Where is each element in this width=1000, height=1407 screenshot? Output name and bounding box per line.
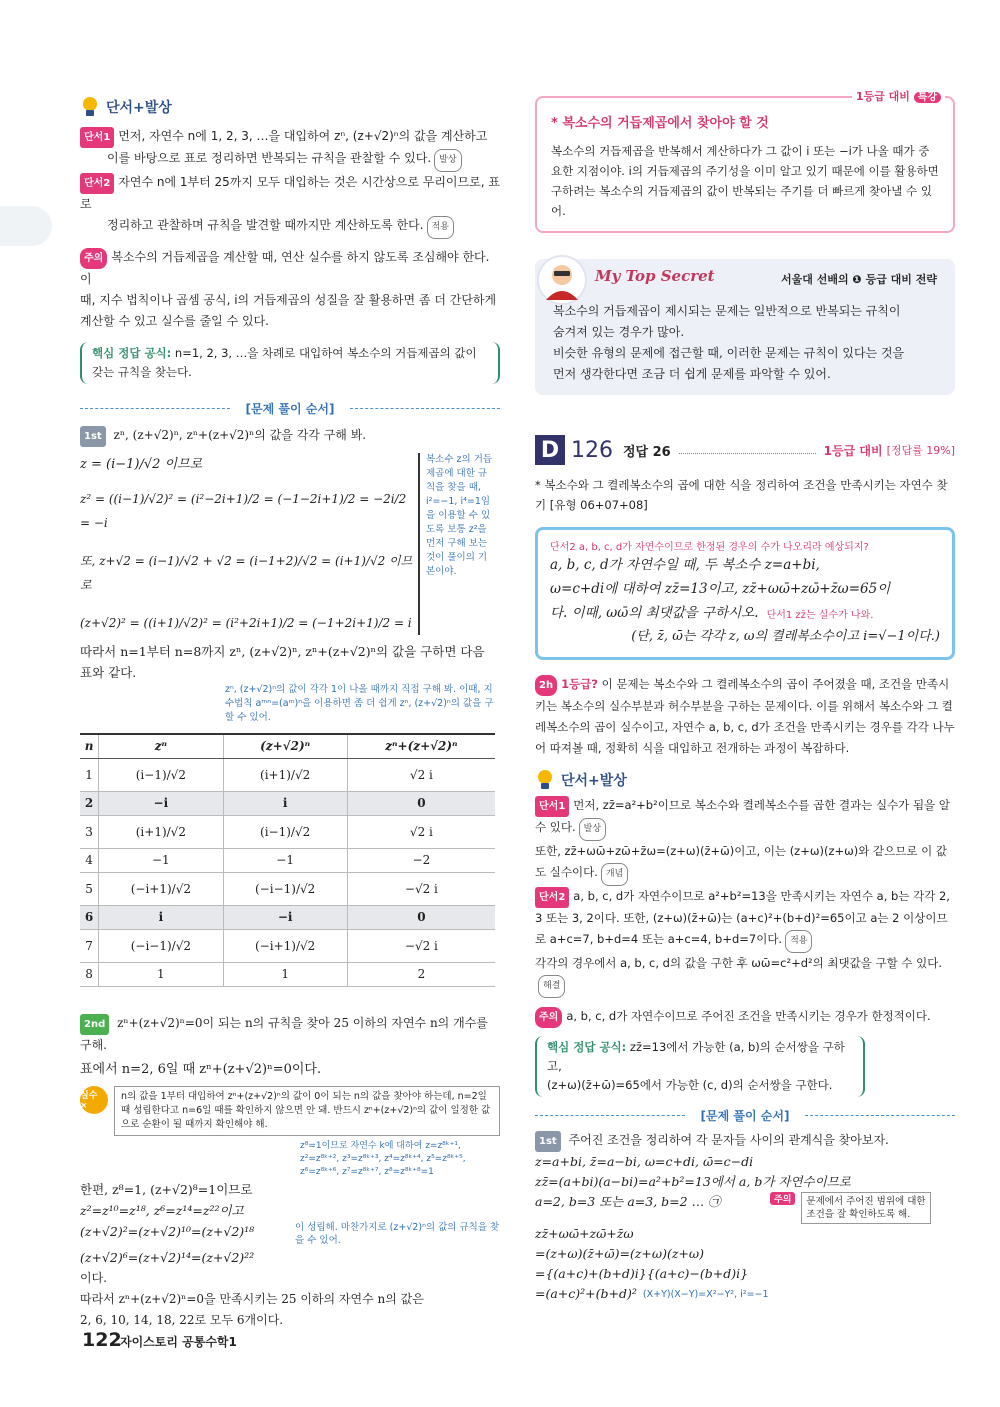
problem-desc: * 복소수와 그 켤레복소수의 곱에 대한 식을 정리하여 조건을 만족시키는 자연수 찾기 [유형 06+07+08] (535, 478, 948, 512)
table-cell: (i−1)/√2 (223, 815, 347, 848)
r-caution (535, 1006, 955, 1028)
side-note: 복소수 z의 거듭제곱에 대한 규칙을 찾을 때, i²=−1, i⁴=1임을 이용할 수 있도록 보통 z²을 먼저 구해 보는 것이 풀이의 기본이야. (418, 453, 496, 635)
r-eq1: z=a+bi, z̄=a−bi, ω=c+di, ω̄=c−di (535, 1154, 754, 1169)
step2-result: 표에서 n=2, 6일 때 zⁿ+(z+√2)ⁿ=0이다. (80, 1061, 322, 1077)
answer: 정답 26 (623, 444, 671, 460)
eq1: z = (i−1)/√2 이므로 (80, 457, 203, 472)
problem-header (535, 435, 955, 465)
mistake-tip-badge: 실수 × (80, 1086, 108, 1114)
r-caution-badge: 주의 (535, 1007, 562, 1028)
r-step1-text: 주어진 조건을 정리하여 각 문자들 사이의 관계식을 찾아보자. (568, 1133, 889, 1147)
r-step1-badge: 1st (535, 1131, 561, 1152)
core-label: 핵심 정답 공식: (92, 346, 172, 360)
page-number: 122 (82, 1329, 122, 1351)
table-row (80, 848, 495, 872)
why-text: 이 문제는 복소수와 그 켤레복소수의 곱이 주어졌을 때, 조건을 만족시키는 복소수의 실수부분과 허수부분을 구하는 문제이다. 이를 위해서 복소수와 그 켤레복소수의 곱이 실수이고, 자연수 a, b, c, d가 조건을 만족시키는 경우를 각각 나누어 따져볼 때, 정확히 식을 대입하고 전개하는 과정이 복잡하다. (535, 677, 955, 755)
box-line3-row (550, 601, 940, 625)
r-clue1-tag2: 개념 (601, 863, 628, 886)
table-cell: 1 (80, 758, 99, 791)
section-title: 단서+발상 (106, 100, 172, 116)
table-header: zⁿ (99, 734, 223, 758)
section-header (80, 96, 500, 118)
r-eq6: ={(a+c)+(b+d)i}{(a+c)−(b+d)i} (535, 1266, 749, 1281)
secret-line: 숨겨져 있는 경우가 많아. (553, 325, 685, 339)
tip-box (535, 90, 955, 233)
problem-number: 126 (571, 437, 613, 463)
clue2-text2: 정리하고 관찰하며 규칙을 발견할 때까지만 계산하도록 한다. (107, 218, 424, 232)
clue1-text2: 이를 바탕으로 표로 정리하면 반복되는 규칙을 관찰할 수 있다. (107, 151, 432, 165)
left-column (80, 96, 500, 1331)
box-clue2: 단서2 a, b, c, d가 자연수이므로 한정된 경우의 수가 나오리라 예상되지? (550, 542, 869, 553)
r-clue1-text: 먼저, zz̄=a²+b²이므로 복소수와 켤레복소수를 곱한 결과는 실수가 됨을 알 수 있다. (535, 798, 950, 834)
r-core-text: zz̄=13에서 가능한 (a, b)의 순서쌍을 구하고, (547, 1040, 845, 1073)
table-header: (z+√2)ⁿ (223, 734, 347, 758)
secret-line: 복소수의 거듭제곱이 제시되는 문제는 일반적으로 반복되는 규칙이 (553, 304, 901, 318)
table-cell: −2 (347, 848, 495, 872)
table-cell: 8 (80, 962, 99, 986)
table-row (80, 758, 495, 791)
dotted-leader (679, 446, 816, 454)
step1-badge: 1st (80, 426, 106, 447)
r-eq7-row (535, 1284, 955, 1304)
table-row (80, 815, 495, 848)
right-column (535, 90, 955, 1304)
level-label: 1등급 대비 (855, 90, 910, 103)
r-clue2-tag2: 해결 (538, 975, 565, 998)
table-intro: 따라서 n=1부터 n=8까지 zⁿ, (z+√2)ⁿ, zⁿ+(z+√2)ⁿ의 값을 구하면 다음 표와 같다. (80, 644, 485, 680)
r-eq5: =(z+ω)(z̄+ω̄)=(z+ω)(z+ω) (535, 1246, 704, 1261)
eq9: 이다. (80, 1270, 107, 1285)
section-header-right (535, 769, 955, 791)
r-clue2-badge: 단서2 (535, 887, 569, 908)
table-row (80, 791, 495, 815)
box-line: 다. 이때, ωω̄의 최댓값을 구하시오. (550, 605, 759, 621)
clue2-text: 자연수 n에 1부터 25까지 모두 대입하는 것은 시간상으로 무리이므로, 표로 (80, 175, 500, 211)
r-eq4: zz̄+ωω̄+zω̄+z̄ω (535, 1226, 634, 1241)
tip-body: 복소수의 거듭제곱을 반복해서 계산하다가 그 값이 i 또는 −i가 나올 때가 중요한 지점이야. i의 거듭제곱의 주기성을 이미 알고 있기 때문에 이를 활용하면 구하려는 복소수의 거듭제곱의 값이 반복되는 주기를 더 빠르게 찾아낼 수 있어. (551, 144, 939, 218)
table-cell: 1 (99, 962, 223, 986)
table-cell: (−i−1)/√2 (223, 872, 347, 905)
r-eq2: zz̄=(a+bi)(a−bi)=a²+b²=13에서 a, b가 자연수이므로 (535, 1174, 851, 1189)
why-hard (535, 674, 955, 759)
level-label-wrap (852, 88, 945, 104)
eq5: 한편, z⁸=1, (z+√2)⁸=1이므로 (80, 1181, 253, 1197)
power-table (80, 733, 495, 987)
table-cell: √2 i (347, 758, 495, 791)
table-cell: −i (223, 905, 347, 929)
r-clue1-badge: 단서1 (535, 796, 569, 817)
r-clue2-tag: 적용 (785, 930, 812, 953)
table-cell: (i+1)/√2 (223, 758, 347, 791)
table-cell: −1 (99, 848, 223, 872)
core-text: n=1, 2, 3, …을 차례로 대입하여 복소수의 거듭제곱의 값이 (174, 346, 477, 360)
r-note-text: 문제에서 주어진 범위에 대한 조건을 잘 확인하도록 해. (801, 1192, 931, 1224)
r-clue2-text: a, b, c, d가 자연수이므로 a²+b²=13을 만족시키는 자연수 a, b는 각각 2, 3 또는 3, 2이다. 또한, (z+ω)(z̄+ω̄)는 (a+c)²+(b+d)²=65이고 a는 2 이상이므로 a+c=7, b+d=4 또는 a+c=4, b+d=7이다. (535, 889, 950, 946)
table-cell: (i−1)/√2 (99, 758, 223, 791)
r-eq7-note: (X+Y)(X−Y)=X²−Y², i²=−1 (642, 1288, 769, 1300)
table-cell: 5 (80, 872, 99, 905)
why-badge: 2h (535, 675, 557, 696)
cycle-note: z⁸=1이므로 자연수 k에 대하여 z=z⁸ᵏ⁺¹, z²=z⁸ᵏ⁺², z³=z⁸ᵏ⁺³, z⁴=z⁸ᵏ⁺⁴, z⁵=z⁸ᵏ⁺⁵, z⁶=z⁸ᵏ⁺⁶, z⁷=z⁸ᵏ⁺⁷, z⁸=z⁸ᵏ⁺⁸=1 (300, 1140, 466, 1177)
mistake-tip (80, 1086, 500, 1136)
derivation-area (80, 453, 500, 635)
r-step1 (535, 1130, 955, 1152)
clue2-badge: 단서2 (80, 173, 114, 194)
avatar (537, 255, 587, 305)
r-clue2-text2: 각각의 경우에서 a, b, c, d의 값을 구한 후 ωω̄=c²+d²의 최댓값을 구할 수 있다. (535, 956, 942, 970)
table-header: n (80, 734, 99, 758)
table-cell: 0 (347, 905, 495, 929)
table-cell: 2 (80, 791, 99, 815)
box-line: a, b, c, d가 자연수일 때, 두 복소수 z=a+bi, (550, 557, 820, 573)
eq8: (z+√2)⁶=(z+√2)¹⁴=(z+√2)²² (80, 1249, 255, 1265)
eq4: (z+√2)² = ((i+1)/√2)² = (i²+2i+1)/2 = (−1+2i+1)/2 = i (80, 616, 412, 630)
r-eq3: a=2, b=3 또는 a=3, b=2 … ㉠ (535, 1194, 721, 1209)
lightbulb-icon (80, 96, 100, 118)
table-row (80, 905, 495, 929)
table-cell: −√2 i (347, 872, 495, 905)
table-cell: i (223, 791, 347, 815)
clue1-tag: 발상 (434, 149, 461, 172)
derivation-equations (80, 453, 420, 635)
book-title: 자이스토리 공통수학1 (120, 1335, 237, 1349)
clue2-tag: 적용 (427, 216, 454, 239)
eq7-note: 이 성립해. 마찬가지로 (z+√2)ⁿ의 값의 규칙을 찾을 수 있어. (295, 1221, 500, 1246)
order-title: [문제 풀이 순서] (80, 400, 500, 417)
clue2 (80, 172, 500, 215)
problem-level: 1등급 대비 (823, 443, 883, 458)
table-cell: 7 (80, 929, 99, 962)
caution-badge: 주의 (80, 248, 107, 269)
clue1-badge: 단서1 (80, 127, 114, 148)
r-eq3-row (535, 1192, 955, 1224)
step2-badge: 2nd (80, 1014, 109, 1035)
table-row (80, 929, 495, 962)
r-order-title: [문제 풀이 순서] (535, 1107, 955, 1124)
table-row (80, 962, 495, 986)
box-clue1: 단서1 zz̄는 실수가 나와. (766, 609, 874, 621)
clue1-text: 먼저, 자연수 n에 1, 2, 3, …을 대입하여 zⁿ, (z+√2)ⁿ의 값을 계산하고 (118, 129, 488, 143)
eq3: 또, z+√2 = (i−1)/√2 + √2 = (i−1+2)/√2 = (i+1)/√2 이므로 (80, 554, 413, 592)
table-cell: −i (99, 791, 223, 815)
top-secret-box (535, 259, 955, 395)
r-clue2 (535, 886, 955, 998)
table-header: zⁿ+(z+√2)ⁿ (347, 734, 495, 758)
r-clue1-tag: 발상 (579, 818, 606, 841)
table-cell: 3 (80, 815, 99, 848)
problem-rate: [정답률 19%] (886, 444, 955, 457)
secret-line: 비슷한 유형의 문제에 접근할 때, 이러한 문제는 규칙이 있다는 것을 (553, 346, 905, 360)
conclusion: 따라서 zⁿ+(z+√2)ⁿ=0을 만족시키는 25 이하의 자연수 n의 값은 (80, 1291, 424, 1306)
box-line: (단, z̄, ω̄는 각각 z, ω의 켤레복소수이고 i=√−1이다.) (631, 629, 940, 644)
table-cell: (−i+1)/√2 (99, 872, 223, 905)
eq2: z² = ((i−1)/√2)² = (i²−2i+1)/2 = (−1−2i+1)/2 = −2i/2 = −i (80, 492, 407, 530)
conclusion2: 2, 6, 10, 14, 18, 22로 모두 6개이다. (80, 1312, 284, 1327)
r-core-text2: (z+ω)(z̄+ω̄)=65에서 가능한 (c, d)의 순서쌍을 구한다. (547, 1078, 833, 1092)
table-cell: i (99, 905, 223, 929)
eq7: (z+√2)²=(z+√2)¹⁰=(z+√2)¹⁸ (80, 1223, 255, 1239)
lightbulb-icon (535, 769, 555, 791)
page-edge-tab (0, 206, 52, 246)
table-note: zⁿ, (z+√2)ⁿ의 값이 각각 1이 나올 때까지 직접 구해 봐. 이때, 지수법칙 aᵐⁿ=(aᵐ)ⁿ을 이용하면 좀 더 쉽게 zⁿ, (z+√2)ⁿ의 값을 구할 수 있어. (225, 684, 494, 723)
tip-title: * 복소수의 거듭제곱에서 찾아야 할 것 (551, 116, 769, 131)
r-note-badge: 주의 (770, 1192, 795, 1205)
table-row (80, 872, 495, 905)
clue1-cont (80, 148, 500, 172)
table-cell: √2 i (347, 815, 495, 848)
r-clue1 (535, 795, 955, 886)
level-tag: 특강 (914, 92, 941, 103)
caution-text2: 때, 지수 법칙이나 곱셈 공식, i의 거듭제곱의 성질을 잘 활용하면 좀 더 간단하게 (80, 293, 497, 307)
r-note (770, 1192, 931, 1224)
table-cell: (i+1)/√2 (99, 815, 223, 848)
table-cell: −1 (223, 848, 347, 872)
secret-line: 먼저 생각한다면 조금 더 쉽게 문제를 파악할 수 있어. (553, 367, 831, 381)
table-cell: (−i+1)/√2 (223, 929, 347, 962)
caution-text3: 계산할 수 있고 실수를 줄일 수 있다. (80, 314, 269, 328)
clue2-cont (80, 215, 500, 239)
table-cell: 1 (223, 962, 347, 986)
person-icon (542, 260, 582, 300)
table-header-row (80, 734, 495, 758)
problem-letter: D (535, 435, 565, 465)
core-formula-box (80, 342, 500, 384)
step2-text: zⁿ+(z+√2)ⁿ=0이 되는 n의 규칙을 찾아 25 이하의 자연수 n의 개수를 구해. (80, 1015, 488, 1052)
secret-title: My Top Secret (595, 267, 715, 285)
section-title: 단서+발상 (561, 773, 627, 789)
mistake-tip-text: n의 값을 1부터 대입하여 zⁿ+(z+√2)ⁿ의 값이 0이 되는 n의 값을 찾아야 하는데, n=2일 때 성립한다고 n=6일 때를 확인하지 않으면 안 돼. 반드시 zⁿ+(z+√2)ⁿ의 값이 일정한 값으로 순환이 될 때까지 확인해야 해. (114, 1086, 500, 1136)
eq6: z²=z¹⁰=z¹⁸, z⁶=z¹⁴=z²²이고 (80, 1202, 244, 1218)
step1-text: zⁿ, (z+√2)ⁿ, zⁿ+(z+√2)ⁿ의 값을 각각 구해 봐. (113, 428, 367, 442)
r-eq7: =(a+c)²+(b+d)² (535, 1286, 637, 1301)
r-core-formula-box (535, 1036, 865, 1097)
table-cell: 4 (80, 848, 99, 872)
table-cell: 6 (80, 905, 99, 929)
table-cell: 2 (347, 962, 495, 986)
caution-text: 복소수의 거듭제곱을 계산할 때, 연산 실수를 하지 않도록 조심해야 한다. 이 (80, 250, 490, 286)
r-caution-text: a, b, c, d가 자연수이므로 주어진 조건을 만족시키는 경우가 한정적이다. (566, 1009, 931, 1023)
caution (80, 247, 500, 332)
table-cell: (−i−1)/√2 (99, 929, 223, 962)
table-cell: 0 (347, 791, 495, 815)
box-line: ω=c+di에 대하여 zz̄=13이고, zz̄+ωω̄+zω̄+z̄ω=65이 (550, 581, 891, 597)
r-core-label: 핵심 정답 공식: (547, 1040, 627, 1054)
core-text2: 갖는 규칙을 찾는다. (92, 365, 192, 379)
r-clue1-text2: 또한, zz̄+ωω̄+zω̄+z̄ω=(z+ω)(z̄+ω̄)이고, 이는 (z+ω)(z+ω)와 같으므로 이 값도 실수이다. (535, 844, 947, 879)
eq7-row (80, 1221, 500, 1247)
clue1 (80, 126, 500, 148)
problem-box (535, 527, 955, 660)
table-cell: −√2 i (347, 929, 495, 962)
why-title: 1등급? (561, 677, 598, 691)
step2 (80, 1013, 500, 1056)
step1 (80, 425, 500, 447)
secret-sub: 서울대 선배의 ❶ 등급 대비 전략 (781, 273, 937, 286)
